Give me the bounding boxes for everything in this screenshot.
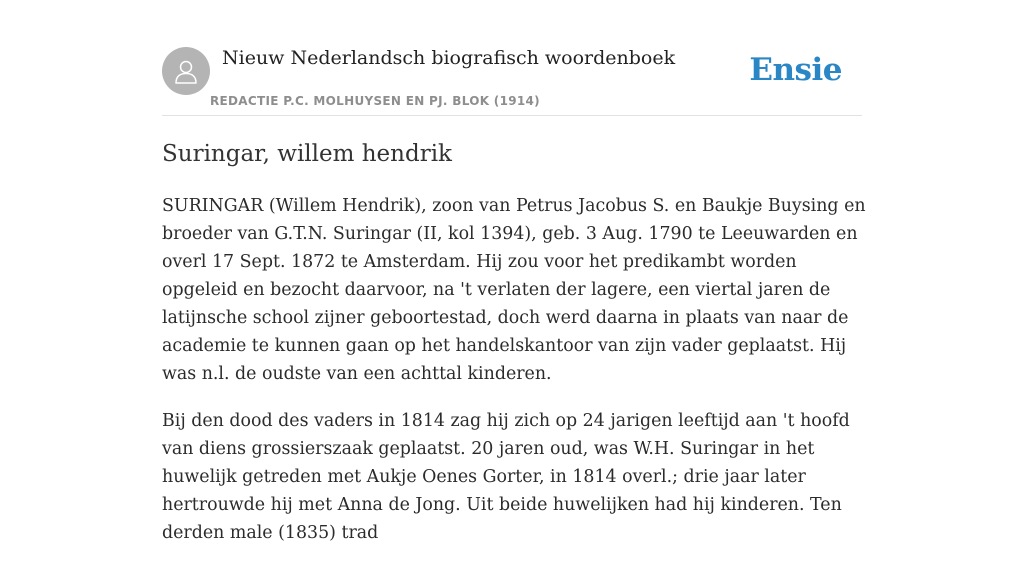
source-header [162, 0, 862, 116]
article [162, 0, 866, 543]
entry-body [162, 192, 866, 566]
source-editor: REDACTIE P.C. MOLHUYSEN EN PJ. BLOK (1914) [210, 94, 540, 108]
user-icon [172, 57, 200, 85]
entry-paragraph: Bij den dood des vaders in 1814 zag hij zich op 24 jarigen leeftijd aan 't hoofd van diens grossierszaak geplaatst. 20 jaren oud, was W.H. Suringar in het huwelijk getreden met Aukje Oenes Gorter, in 1814 overl.; drie jaar later hertrouwde hij met Anna de Jong. Uit beide huwelijken had hij kinderen. Ten derden male (1835) trad [162, 411, 850, 543]
entry-title: Suringar, willem hendrik [162, 141, 452, 167]
source-title[interactable]: Nieuw Nederlandsch biografisch woordenboek [222, 47, 676, 69]
ensie-logo[interactable]: Ensie [749, 52, 842, 88]
avatar[interactable] [162, 47, 210, 95]
entry-paragraph: SURINGAR (Willem Hendrik), zoon van Petrus Jacobus S. en Baukje Buysing en broeder van G.T.N. Suringar (II, kol 1394), geb. 3 Aug. 1790 te Leeuwarden en overl 17 Sept. 1872 te Amsterdam. Hij zou voor het predikambt worden opgeleid en bezocht daarvoor, na 't verlaten der lagere, een viertal jaren de latijnsche school zijner geboortestad, doch werd daarna in plaats van naar de academie te kunnen gaan op het handelskantoor van zijn vader geplaatst. Hij was n.l. de oudste van een achttal kinderen. [162, 196, 866, 384]
